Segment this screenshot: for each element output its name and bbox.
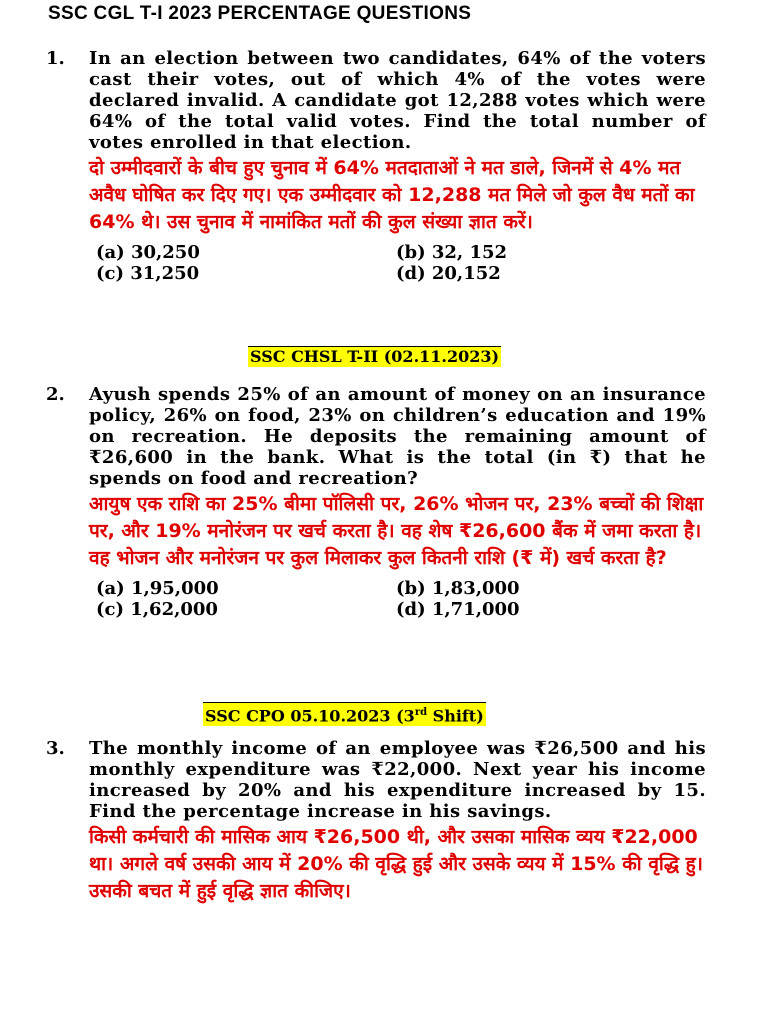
question-1 <box>46 48 706 284</box>
question-text-hindi: दो उम्मीदवारों के बीच हुए चुनाव में 64% मतदाताओं ने मत डाले, जिनमें से 4% मत अवैध घोषित कर दिए गए। एक उम्मीदवार को 12,288 मत मिले जो कुल वैध मतों का 64% थे। उस चुनाव में नामांकित मतों की कुल संख्या ज्ञात करें। <box>89 157 695 233</box>
option-c: (c) 31,250 <box>96 263 200 284</box>
question-text-english: In an election between two candidates, 64% of the voters cast their votes, out of which 4% of the votes were declared invalid. A candidate got 12,288 votes which were 64% of the total valid votes. Find the total number of votes enrolled in that election. <box>89 48 706 153</box>
question-number: 2. <box>46 384 65 405</box>
question-text-english: Ayush spends 25% of an amount of money on an insurance policy, 26% on food, 23% on children’s education and 19% on recreation. He deposits the remaining amount of ₹26,600 in the bank. What is the total (in ₹) that he spends on food and recreation? <box>89 384 706 489</box>
question-3 <box>46 738 706 905</box>
option-a: (a) 30,250 <box>96 242 200 263</box>
options <box>96 242 706 284</box>
question-number: 3. <box>46 738 65 759</box>
question-text-hindi: आयुष एक राशि का 25% बीमा पॉलिसी पर, 26% भोजन पर, 23% बच्चों की शिक्षा पर, और 19% मनोरंजन पर खर्च करता है। वह शेष ₹26,600 बैंक में जमा करता है। वह भोजन और मनोरंजन पर कुल मिलाकर कुल कितनी राशि (₹ में) खर्च करता है? <box>89 493 704 569</box>
source-text: SSC CPO 05.10.2023 (3 <box>205 706 415 726</box>
option-c: (c) 1,62,000 <box>96 599 218 620</box>
question-text-hindi: किसी कर्मचारी की मासिक आय ₹26,500 थी, और उसका मासिक व्यय ₹22,000 था। अगले वर्ष उसकी आय में 20% की वृद्धि हुई और उसके व्यय में 15% की वृद्धि हु। उसकी बचत में हुई वृद्धि ज्ञात कीजिए। <box>89 826 703 902</box>
option-d: (d) 1,71,000 <box>396 599 520 620</box>
option-b: (b) 32, 152 <box>396 242 508 263</box>
question-2 <box>46 384 706 620</box>
page-title: SSC CGL T-I 2023 PERCENTAGE QUESTIONS <box>48 3 472 24</box>
source-superscript: rd <box>414 707 428 718</box>
source-badge <box>203 702 486 726</box>
question-number: 1. <box>46 48 65 69</box>
option-b: (b) 1,83,000 <box>396 578 520 599</box>
source-badge: SSC CHSL T-II (02.11.2023) <box>250 347 500 366</box>
option-a: (a) 1,95,000 <box>96 578 219 599</box>
option-d: (d) 20,152 <box>396 263 501 284</box>
options <box>96 578 706 620</box>
source-text-end: Shift) <box>427 706 484 726</box>
question-text-english: The monthly income of an employee was ₹26,500 and his monthly expenditure was ₹22,000. Next year his income increased by 20% and his expenditure increased by 15. Find the percentage increase in his savings. <box>89 738 706 822</box>
